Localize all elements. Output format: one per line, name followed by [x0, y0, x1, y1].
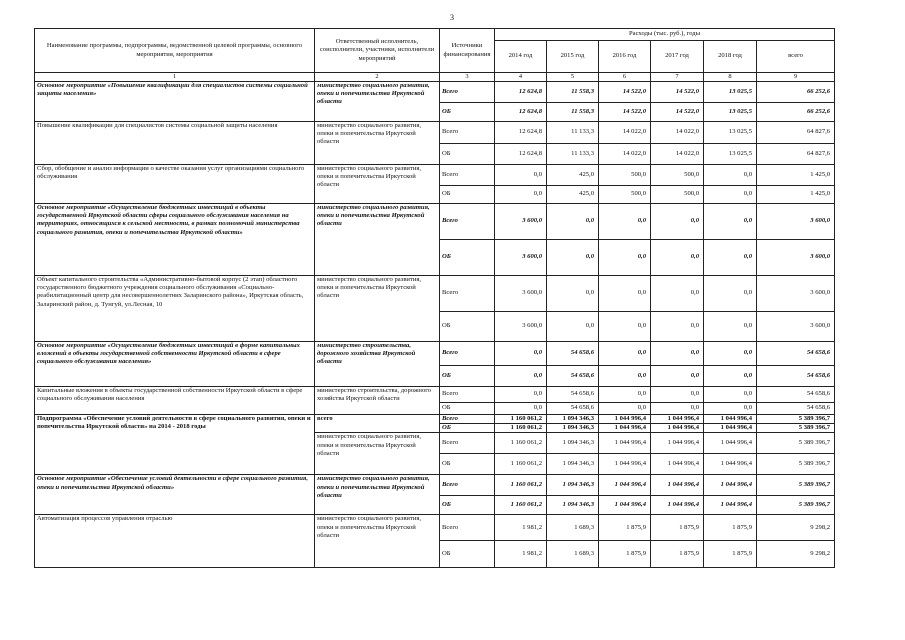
funding-source: ОБ — [440, 312, 495, 342]
total-value: 66 252,6 — [757, 103, 835, 122]
table-row — [35, 515, 835, 541]
funding-source: Всего — [440, 276, 495, 312]
year-value: 1 160 061,2 — [495, 475, 547, 496]
year-value: 14 522,0 — [599, 103, 651, 122]
responsible-executor: министерство социального развития, опеки и попечительства Иркутской области — [315, 204, 440, 276]
funding-source: ОБ — [440, 541, 495, 568]
total-value: 5 389 396,7 — [757, 475, 835, 496]
table-row — [35, 342, 835, 366]
year-value: 1 044 996,4 — [704, 475, 757, 496]
total-value: 54 658,6 — [757, 366, 835, 387]
column-index-row — [35, 73, 835, 82]
year-value: 1 044 996,4 — [599, 424, 651, 433]
year-value: 54 658,6 — [547, 403, 599, 415]
total-value: 3 600,0 — [757, 240, 835, 276]
year-value: 0,0 — [599, 387, 651, 403]
year-value: 1 044 996,4 — [651, 496, 704, 515]
year-value: 1 160 061,2 — [495, 433, 547, 454]
year-value: 500,0 — [651, 165, 704, 186]
responsible-executor: министерство социального развития, опеки и попечительства Иркутской области — [315, 122, 440, 165]
header-name: Наименование программы, подпрограммы, ведомственной целевой программы, основного мероприятия, мероприятия — [35, 29, 315, 73]
year-value: 54 658,6 — [547, 387, 599, 403]
total-value: 54 658,6 — [757, 403, 835, 415]
year-value: 1 044 996,4 — [599, 454, 651, 475]
activity-name: Сбор, обобщение и анализ информации о качестве оказания услуг организациями социального обслуживания — [35, 165, 315, 204]
year-value: 13 025,5 — [704, 122, 757, 144]
year-value: 1 094 346,3 — [547, 496, 599, 515]
responsible-executor: министерство строительства, дорожного хозяйства Иркутской области — [315, 387, 440, 415]
year-value: 0,0 — [599, 312, 651, 342]
year-value: 0,0 — [547, 240, 599, 276]
responsible-executor: министерство строительства, дорожного хозяйства Иркутской области — [315, 342, 440, 387]
total-value: 5 389 396,7 — [757, 415, 835, 424]
table-row — [35, 204, 835, 240]
year-value: 1 875,9 — [651, 541, 704, 568]
year-value: 1 094 346,3 — [547, 424, 599, 433]
funding-source: Всего — [440, 515, 495, 541]
year-value: 0,0 — [651, 276, 704, 312]
column-index: 8 — [704, 73, 757, 82]
year-value: 13 025,5 — [704, 144, 757, 165]
responsible-executor: министерство социального развития, опеки и попечительства Иркутской области — [315, 165, 440, 204]
total-value: 54 658,6 — [757, 387, 835, 403]
responsible-executor: министерство социального развития, опеки и попечительства Иркутской области — [315, 475, 440, 515]
year-value: 0,0 — [599, 204, 651, 240]
funding-source: Всего — [440, 387, 495, 403]
year-value: 1 044 996,4 — [704, 424, 757, 433]
year-value: 11 558,3 — [547, 103, 599, 122]
year-value: 425,0 — [547, 165, 599, 186]
funding-source: Всего — [440, 475, 495, 496]
year-value: 500,0 — [651, 186, 704, 204]
year-value: 0,0 — [704, 342, 757, 366]
year-value: 0,0 — [495, 342, 547, 366]
total-value: 3 600,0 — [757, 204, 835, 240]
total-value: 5 389 396,7 — [757, 424, 835, 433]
header-year: 2016 год — [599, 41, 651, 73]
total-value: 9 298,2 — [757, 541, 835, 568]
year-value: 0,0 — [651, 366, 704, 387]
total-value: 54 658,6 — [757, 342, 835, 366]
year-value: 0,0 — [704, 403, 757, 415]
year-value: 12 624,8 — [495, 122, 547, 144]
subprogram-name: Подпрограмма «Обеспечение условий деятельности в сфере социального развития, опеки и попечительства Иркутской области» на 2014 - 2018 годы — [35, 415, 315, 475]
year-value: 1 875,9 — [704, 515, 757, 541]
header-year: 2015 год — [547, 41, 599, 73]
header-year: 2017 год — [651, 41, 704, 73]
total-value: 64 827,6 — [757, 122, 835, 144]
responsible-executor: министерство социального развития, опеки и попечительства Иркутской области — [315, 433, 440, 475]
total-value: 3 600,0 — [757, 276, 835, 312]
year-value: 3 600,0 — [495, 204, 547, 240]
total-value: 5 389 396,7 — [757, 433, 835, 454]
table-row — [35, 387, 835, 403]
year-value: 1 094 346,3 — [547, 415, 599, 424]
year-value: 14 022,0 — [651, 122, 704, 144]
year-value: 13 025,5 — [704, 82, 757, 103]
year-value: 14 522,0 — [651, 82, 704, 103]
total-value: 5 389 396,7 — [757, 496, 835, 515]
activity-name: Повышение квалификации для специалистов системы социальной защиты населения — [35, 122, 315, 165]
year-value: 1 875,9 — [599, 515, 651, 541]
funding-source: Всего — [440, 415, 495, 424]
total-value: 64 827,6 — [757, 144, 835, 165]
year-value: 0,0 — [704, 276, 757, 312]
year-value: 1 044 996,4 — [651, 454, 704, 475]
funding-source: Всего — [440, 204, 495, 240]
year-value: 0,0 — [495, 165, 547, 186]
funding-source: Всего — [440, 342, 495, 366]
column-index: 9 — [757, 73, 835, 82]
activity-name: Основное мероприятие «Осуществление бюджетных инвестиций в форме капитальных вложений в объекты государственной собственности Иркутской области в сфере социального обслуживания населения» — [35, 342, 315, 387]
column-index: 2 — [315, 73, 440, 82]
year-value: 11 558,3 — [547, 82, 599, 103]
header-sources: Источники финансирования — [440, 29, 495, 73]
year-value: 1 044 996,4 — [704, 415, 757, 424]
year-value: 1 094 346,3 — [547, 454, 599, 475]
year-value: 0,0 — [704, 366, 757, 387]
year-value: 1 689,3 — [547, 515, 599, 541]
year-value: 0,0 — [495, 186, 547, 204]
column-index: 3 — [440, 73, 495, 82]
total-value: 9 298,2 — [757, 515, 835, 541]
activity-name: Основное мероприятие «Повышение квалификации для специалистов системы социальной защиты населения» — [35, 82, 315, 122]
year-value: 1 981,2 — [495, 541, 547, 568]
year-value: 0,0 — [599, 240, 651, 276]
table-row — [35, 475, 835, 496]
year-value: 1 044 996,4 — [704, 454, 757, 475]
header-total: всего — [757, 41, 835, 73]
year-value: 0,0 — [651, 204, 704, 240]
responsible-executor: министерство социального развития, опеки и попечительства Иркутской области — [315, 515, 440, 568]
year-value: 0,0 — [704, 186, 757, 204]
year-value: 1 044 996,4 — [651, 415, 704, 424]
year-value: 0,0 — [495, 366, 547, 387]
year-value: 14 022,0 — [651, 144, 704, 165]
year-value: 14 022,0 — [599, 144, 651, 165]
activity-name: Капитальные вложения в объекты государственной собственности Иркутской области в сфере социального обслуживания населения — [35, 387, 315, 415]
funding-source: ОБ — [440, 424, 495, 433]
year-value: 1 875,9 — [704, 541, 757, 568]
year-value: 0,0 — [704, 387, 757, 403]
header-expenses: Расходы (тыс. руб.), годы — [495, 29, 835, 41]
funding-source: ОБ — [440, 103, 495, 122]
year-value: 11 133,3 — [547, 122, 599, 144]
page-number: 3 — [450, 13, 454, 22]
header-responsible: Ответственный исполнитель, соисполнители, участники, исполнители мероприятий — [315, 29, 440, 73]
year-value: 0,0 — [704, 165, 757, 186]
activity-name: Основное мероприятие «Осуществление бюджетных инвестиций в объекты государственной Иркутской области сферы социального обслуживания населения на территориях, относящихся к сельской местности, в рамках полномочий министерства социального развития, опеки и попечительства Иркутской области» — [35, 204, 315, 276]
year-value: 1 160 061,2 — [495, 496, 547, 515]
funding-source: ОБ — [440, 366, 495, 387]
column-index: 6 — [599, 73, 651, 82]
year-value: 11 133,3 — [547, 144, 599, 165]
year-value: 3 600,0 — [495, 240, 547, 276]
year-value: 0,0 — [495, 403, 547, 415]
year-value: 0,0 — [547, 204, 599, 240]
year-value: 0,0 — [599, 276, 651, 312]
year-value: 1 689,3 — [547, 541, 599, 568]
table-row — [35, 165, 835, 186]
total-value: 3 600,0 — [757, 312, 835, 342]
year-value: 14 522,0 — [599, 82, 651, 103]
year-value: 0,0 — [599, 366, 651, 387]
header-year: 2014 год — [495, 41, 547, 73]
year-value: 0,0 — [651, 240, 704, 276]
year-value: 0,0 — [547, 312, 599, 342]
year-value: 1 044 996,4 — [599, 475, 651, 496]
year-value: 500,0 — [599, 165, 651, 186]
total-value: 1 425,0 — [757, 186, 835, 204]
column-index: 7 — [651, 73, 704, 82]
funding-source: ОБ — [440, 454, 495, 475]
year-value: 3 600,0 — [495, 276, 547, 312]
year-value: 54 658,6 — [547, 342, 599, 366]
activity-name: Автоматизация процессов управления отраслью — [35, 515, 315, 568]
table-body — [35, 82, 835, 568]
expenses-table — [34, 28, 835, 568]
year-value: 0,0 — [704, 312, 757, 342]
year-value: 14 522,0 — [651, 103, 704, 122]
table-row — [35, 276, 835, 312]
year-value: 0,0 — [599, 403, 651, 415]
year-value: 1 094 346,3 — [547, 475, 599, 496]
table-row — [35, 415, 835, 424]
year-value: 1 981,2 — [495, 515, 547, 541]
year-value: 0,0 — [651, 387, 704, 403]
year-value: 1 044 996,4 — [651, 424, 704, 433]
header-year: 2018 год — [704, 41, 757, 73]
funding-source: Всего — [440, 433, 495, 454]
year-value: 3 600,0 — [495, 312, 547, 342]
year-value: 425,0 — [547, 186, 599, 204]
funding-source: Всего — [440, 82, 495, 103]
year-value: 1 044 996,4 — [704, 496, 757, 515]
year-value: 0,0 — [704, 204, 757, 240]
year-value: 1 044 996,4 — [599, 433, 651, 454]
responsible-executor: министерство социального развития, опеки и попечительства Иркутской области — [315, 82, 440, 122]
year-value: 500,0 — [599, 186, 651, 204]
year-value: 12 624,8 — [495, 144, 547, 165]
year-value: 13 025,5 — [704, 103, 757, 122]
year-value: 0,0 — [704, 240, 757, 276]
funding-source: ОБ — [440, 186, 495, 204]
year-value: 1 044 996,4 — [651, 433, 704, 454]
activity-name: Объект капитального строительства «Административно-бытовой корпус (2 этап) областного государственного бюджетного учреждения социального обслуживания «Социально-реабилитационный центр для несовершеннолетних Заларинского района», Иркутская область, Заларинский район, д. Тунгуй, ул.Лесная, 10 — [35, 276, 315, 342]
funding-source: ОБ — [440, 403, 495, 415]
year-value: 1 875,9 — [599, 541, 651, 568]
year-value: 0,0 — [495, 387, 547, 403]
year-value: 14 022,0 — [599, 122, 651, 144]
column-index: 1 — [35, 73, 315, 82]
year-value: 0,0 — [599, 342, 651, 366]
total-value: 1 425,0 — [757, 165, 835, 186]
year-value: 1 160 061,2 — [495, 424, 547, 433]
year-value: 0,0 — [651, 403, 704, 415]
year-value: 1 044 996,4 — [599, 496, 651, 515]
funding-source: Всего — [440, 122, 495, 144]
column-index: 5 — [547, 73, 599, 82]
column-index: 4 — [495, 73, 547, 82]
year-value: 12 624,8 — [495, 103, 547, 122]
funding-source: ОБ — [440, 240, 495, 276]
year-value: 0,0 — [547, 276, 599, 312]
table-row — [35, 82, 835, 103]
table-row — [35, 122, 835, 144]
total-value: 66 252,6 — [757, 82, 835, 103]
total-value: 5 389 396,7 — [757, 454, 835, 475]
responsible-executor: министерство социального развития, опеки и попечительства Иркутской области — [315, 276, 440, 342]
year-value: 1 875,9 — [651, 515, 704, 541]
funding-source: Всего — [440, 165, 495, 186]
year-value: 12 624,8 — [495, 82, 547, 103]
activity-name: Основное мероприятие «Обеспечение условий деятельности в сфере социального развития, опеки и попечительства Иркутской области» — [35, 475, 315, 515]
year-value: 1 044 996,4 — [651, 475, 704, 496]
year-value: 54 658,6 — [547, 366, 599, 387]
responsible-executor: всего — [315, 415, 440, 433]
year-value: 1 160 061,2 — [495, 415, 547, 424]
year-value: 1 160 061,2 — [495, 454, 547, 475]
year-value: 0,0 — [651, 312, 704, 342]
funding-source: ОБ — [440, 496, 495, 515]
year-value: 0,0 — [651, 342, 704, 366]
year-value: 1 094 346,3 — [547, 433, 599, 454]
year-value: 1 044 996,4 — [704, 433, 757, 454]
year-value: 1 044 996,4 — [599, 415, 651, 424]
funding-source: ОБ — [440, 144, 495, 165]
